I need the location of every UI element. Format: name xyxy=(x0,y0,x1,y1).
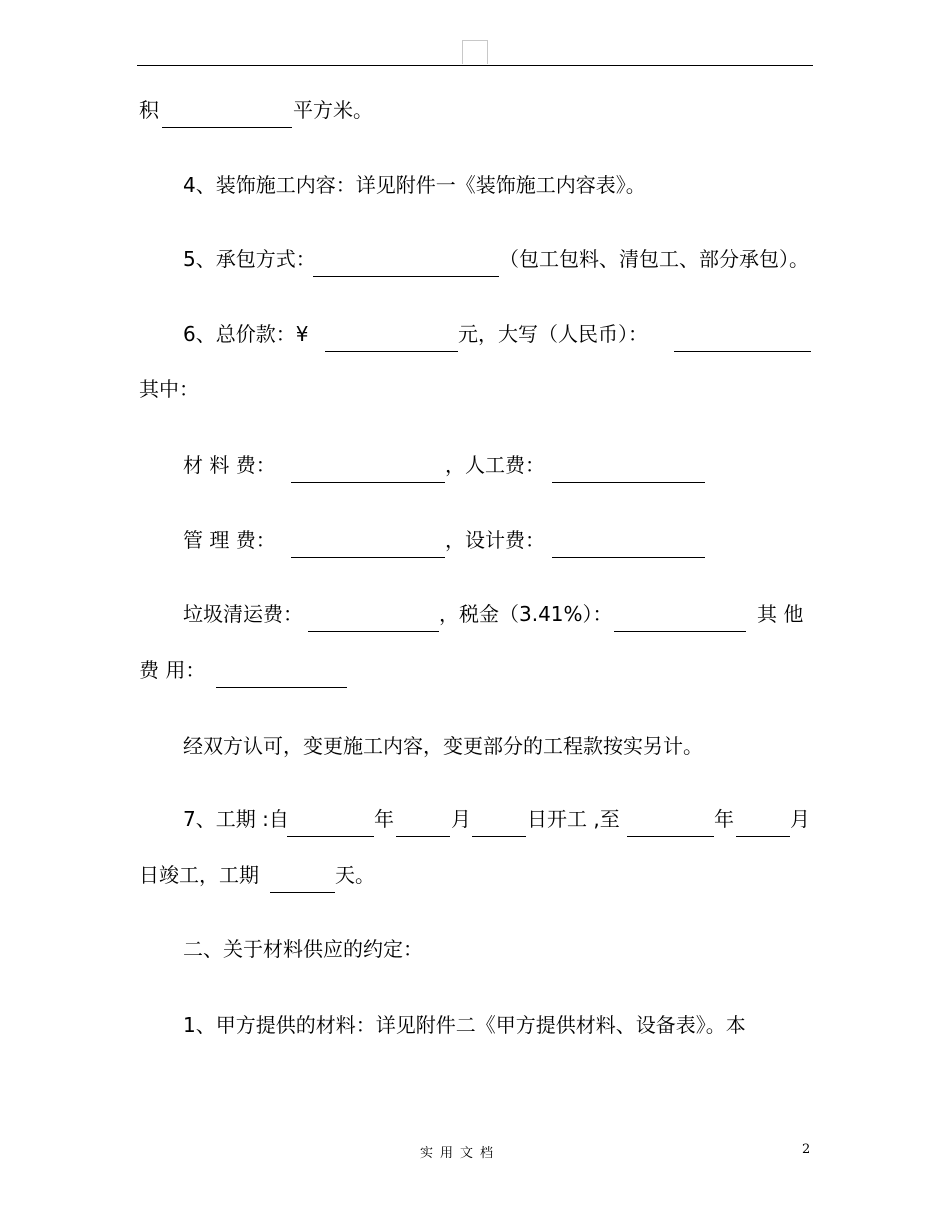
other-fee-blank[interactable] xyxy=(216,687,347,688)
labor-fee-label: ，人工费： xyxy=(445,453,545,477)
other-label: 其 他 xyxy=(757,602,804,626)
end-month-label: 月 xyxy=(790,807,810,831)
completion-label: 日竣工，工期 xyxy=(139,863,259,887)
total-price-capital-blank[interactable] xyxy=(674,351,811,352)
total-price-capital-label: 元，大写（人民币）： xyxy=(458,322,648,346)
clause-party-a-materials: 1、甲方提供的材料：详见附件二《甲方提供材料、设备表》。本 xyxy=(183,1013,746,1037)
start-month-label: 月 xyxy=(451,807,471,831)
start-day-blank[interactable] xyxy=(472,836,526,837)
end-year-blank[interactable] xyxy=(627,836,714,837)
contract-method-blank[interactable] xyxy=(313,276,499,277)
footer-label: 实用文档 xyxy=(420,1146,501,1161)
garbage-fee-label: 垃圾清运费： xyxy=(183,602,303,626)
material-fee-blank[interactable] xyxy=(291,482,445,483)
duration-days-blank[interactable] xyxy=(270,892,335,893)
end-month-blank[interactable] xyxy=(736,836,790,837)
page-number: 2 xyxy=(802,1142,811,1157)
management-fee-blank[interactable] xyxy=(291,557,445,558)
total-price-label: 6、总价款：¥ xyxy=(183,322,309,346)
header-rule xyxy=(137,65,813,66)
end-year-label: 年 xyxy=(714,807,734,831)
labor-fee-blank[interactable] xyxy=(552,482,705,483)
start-month-blank[interactable] xyxy=(396,836,450,837)
section-materials-heading: 二、关于材料供应的约定： xyxy=(183,937,423,961)
clause-decoration-content: 4、装饰施工内容：详见附件一《装饰施工内容表》。 xyxy=(183,173,646,197)
area-unit: 平方米。 xyxy=(293,98,373,122)
period-label: 7、工期 :自 xyxy=(183,807,289,831)
contract-method-options: （包工包料、清包工、部分承包）。 xyxy=(499,247,809,271)
duration-days-label: 天。 xyxy=(335,863,375,887)
design-fee-label: ，设计费： xyxy=(445,528,545,552)
total-price-blank[interactable] xyxy=(325,351,458,352)
contract-method-label: 5、承包方式： xyxy=(183,247,316,271)
garbage-fee-blank[interactable] xyxy=(308,631,439,632)
other-fee-label: 费 用： xyxy=(139,658,206,682)
change-note: 经双方认可，变更施工内容，变更部分的工程款按实另计。 xyxy=(183,734,703,758)
tax-label: ，税金（3.41%）： xyxy=(439,602,613,626)
design-fee-blank[interactable] xyxy=(552,557,705,558)
tax-blank[interactable] xyxy=(614,631,746,632)
start-year-blank[interactable] xyxy=(287,836,374,837)
header-tab xyxy=(462,40,488,64)
start-day-label: 日开工 ,至 xyxy=(527,807,620,831)
area-label: 积 xyxy=(139,98,159,122)
area-blank[interactable] xyxy=(162,127,292,128)
material-fee-label: 材 料 费： xyxy=(183,453,276,477)
management-fee-label: 管 理 费： xyxy=(183,528,276,552)
start-year-label: 年 xyxy=(374,807,394,831)
among-label: 其中： xyxy=(139,377,199,401)
